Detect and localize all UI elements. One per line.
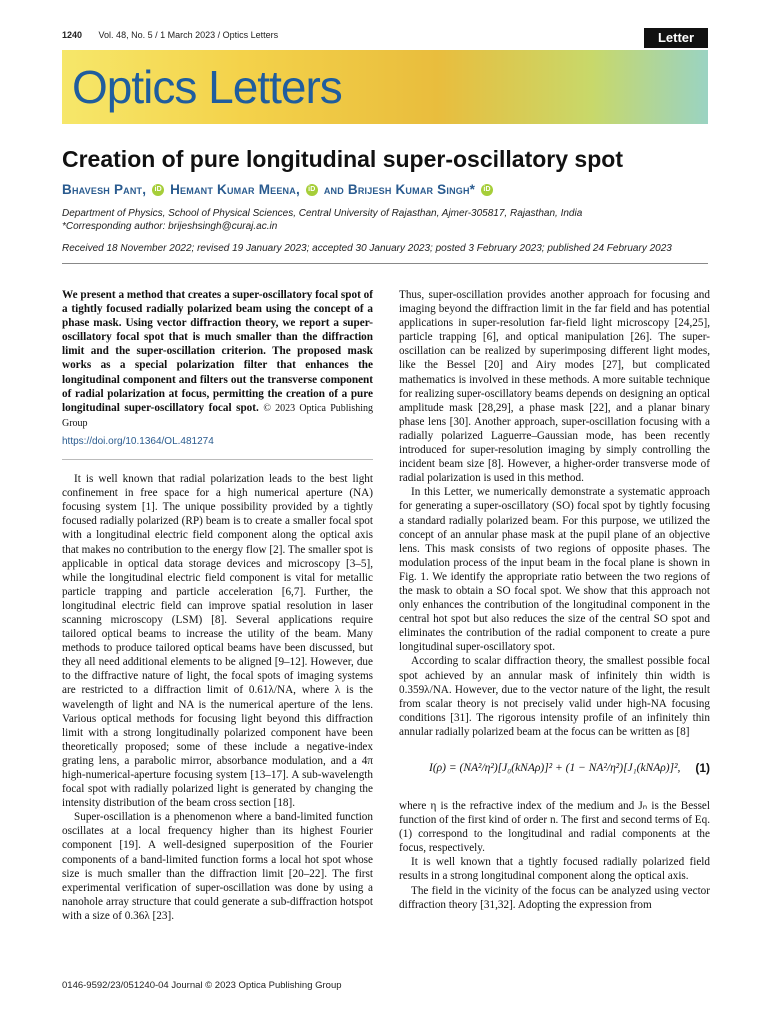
author-3[interactable]: Brijesh Kumar Singh*	[347, 182, 476, 197]
author-1[interactable]: Bhavesh Pant,	[62, 182, 147, 197]
affiliation: Department of Physics, School of Physical Sciences, Central University of Rajasthan, Ajmer-305817, Rajasthan, India	[62, 208, 583, 219]
orcid-icon[interactable]: iD	[152, 184, 164, 196]
page-number: 1240	[62, 30, 83, 40]
page-footer: 0146-9592/23/051240-04 Journal © 2023 Optica Publishing Group	[62, 980, 342, 991]
right-column	[399, 288, 710, 912]
journal-logo: Optics Letters	[72, 61, 342, 113]
author-list	[62, 182, 708, 197]
doi-link[interactable]: https://doi.org/10.1364/OL.481274	[62, 435, 214, 447]
article-title: Creation of pure longitudinal super-oscillatory spot	[62, 146, 623, 172]
body-paragraph: Super-oscillation is a phenomenon where a band-limited function oscillates at a local frequency higher than its highest Fourier component [19]. A well-designed superposition of the Fourier components of a band-limited function forms a local hot spot whose size is much smaller than the diffraction limit [20–22]. The first experimental verification of super-oscillation was done by using a nanohole array structure that could generate a sub-diffraction hotspot with a size of 0.36λ [23].	[62, 811, 373, 922]
equation-number: (1)	[695, 761, 710, 775]
author-2[interactable]: Hemant Kumar Meena,	[170, 182, 300, 197]
orcid-icon[interactable]: iD	[481, 184, 493, 196]
abstract-copyright: © 2023 Optica Publishing Group	[62, 402, 373, 429]
affiliation-block	[62, 207, 708, 233]
article-type-badge: Letter	[644, 28, 708, 48]
issue-citation: Vol. 48, No. 5 / 1 March 2023 / Optics Letters	[98, 30, 279, 40]
running-header	[62, 28, 708, 48]
body-paragraph: According to scalar diffraction theory, the smallest possible focal spot achieved by an annular mask of infinitely thin width is 0.359λ/NA. However, due to the vector nature of the light, the result from scalar theory is not precisely valid under high-NA focusing conditions [31]. The rigorous intensity profile of an infinitely thin annular radially polarized beam at the focus can be written as [8]	[399, 655, 710, 738]
orcid-icon[interactable]: iD	[306, 184, 318, 196]
journal-banner	[62, 50, 708, 124]
body-paragraph: Thus, super-oscillation provides another approach for focusing and imaging beyond the diffraction limit in the far field and has potential applications in super-resolution far-field light microscopy [24,25], particle trapping [6], and optical manipulation [26]. The super-oscillation can be realized by superimposing different light modes, like the Bessel [20] and Airy modes [27], but complicated mathematics is involved in these methods. A more suitable technique for realizing super-oscillatory beams depends on designing an optical amplitude mask [28,29], a phase mask [22], and a planar binary phase lens [30]. Another approach, super-oscillation focusing with a radially polarized Laguerre–Gaussian mode, has been recently introduced for super-resolution imaging by simply controlling the incident beam size [8]. However, a higher-order transverse mode of radial polarization is used in this method.	[399, 289, 710, 485]
divider	[62, 459, 373, 460]
equation-block	[399, 755, 710, 785]
body-paragraph: In this Letter, we numerically demonstrate a systematic approach for generating a super-oscillatory (SO) focal spot by tightly focusing a standard radially polarized beam. For this purpose, we utilized the concept of an annular phase mask at the pupil plane of an objective lens. This mask consists of two regions of opposite phases. The modulation process of the input beam in the focal plane is shown in Fig. 1. We identify the appropriate ratio between the two regions of the mask to obtain a SO focal spot. We show that this approach not only enhances the contribution of the longitudinal component in the central hot spot but also reduces the size of the central SO spot and eliminates the contribution of the radial component to create a pure longitudinal super-oscillatory spot.	[399, 486, 710, 654]
abstract	[62, 288, 373, 431]
abstract-text: We present a method that creates a super-oscillatory focal spot of a tightly focused radially polarized beam using the concept of a phase mask. Using vector diffraction theory, we report a super-oscillatory focal spot that is much smaller than the diffraction limit and the super-oscillation criterion. The proposed mask works as a special polarization filter that enhances the longitudinal component and filters out the transverse component of radial polarization at focus, permitting the creation of a pure longitudinal super-oscillatory focal spot.	[62, 289, 373, 414]
body-paragraph: The field in the vicinity of the focus can be analyzed using vector diffraction theory [31,32]. Adopting the expression from	[399, 884, 710, 911]
issue-info	[62, 30, 278, 40]
body-paragraph: It is well known that a tightly focused radially polarized field results in a strong longitudinal component along the optical axis.	[399, 856, 710, 883]
corresponding-author: *Corresponding author: brijeshsingh@curaj.ac.in	[62, 221, 278, 232]
equation: I(ρ) = (NA²/η²)[J₀(kNAρ)]² + (1 − NA²/η²)[J₁(kNAρ)]²,	[429, 762, 681, 774]
divider	[62, 263, 708, 264]
body-paragraph: where η is the refractive index of the medium and Jₙ is the Bessel function of the first kind of order n. The first and second terms of Eq. (1) correspond to the longitudinal and radial components at the focus, respectively.	[399, 800, 710, 855]
publication-history: Received 18 November 2022; revised 19 January 2023; accepted 30 January 2023; posted 3 February 2023; published 24 February 2023	[62, 243, 672, 254]
author-conjunction: and	[323, 182, 344, 197]
left-column	[62, 288, 373, 923]
body-paragraph: It is well known that radial polarization leads to the best light confinement in free space for a high numerical aperture (NA) focusing system [1]. The unique possibility provided by a tightly focused radially polarized (RP) beam is to create a smaller focal spot with a longitudinal electric field component along the optical axis that makes no contribution to the energy flow [2]. The smaller spot is applicable in optical data storage devices and microscopy [3–5], while the longitudinal electric field component is vital for metallic particle trapping and particle acceleration [6,7]. Further, the longitudinal electric field can improve spatial resolution in laser scanning microscopy (LSM) [8]. Several applications require tailored optical beams to increase the utility of the beam. Many methods to produce tailored optical beams have been discussed, but they all need additional elements to be aligned [9–12]. However, due to the diffractive nature of light, the focal spots of imaging systems are restricted to a diffraction limit of 0.61λ/NA, where λ is the wavelength of light and NA is the numerical aperture of the lens. Various optical methods for focusing light beyond this diffraction limit with a strong longitudinally polarized component have been theoretically proposed; some of these include a negative-index grating lens, a parabolic mirror, absorbance modulation, and a 4π high-numerical-aperture focusing system [13–17]. A sub-wavelength focal spot with radially polarized light is generated by changing the intensity distribution of the beam cross section [18].	[62, 473, 373, 810]
